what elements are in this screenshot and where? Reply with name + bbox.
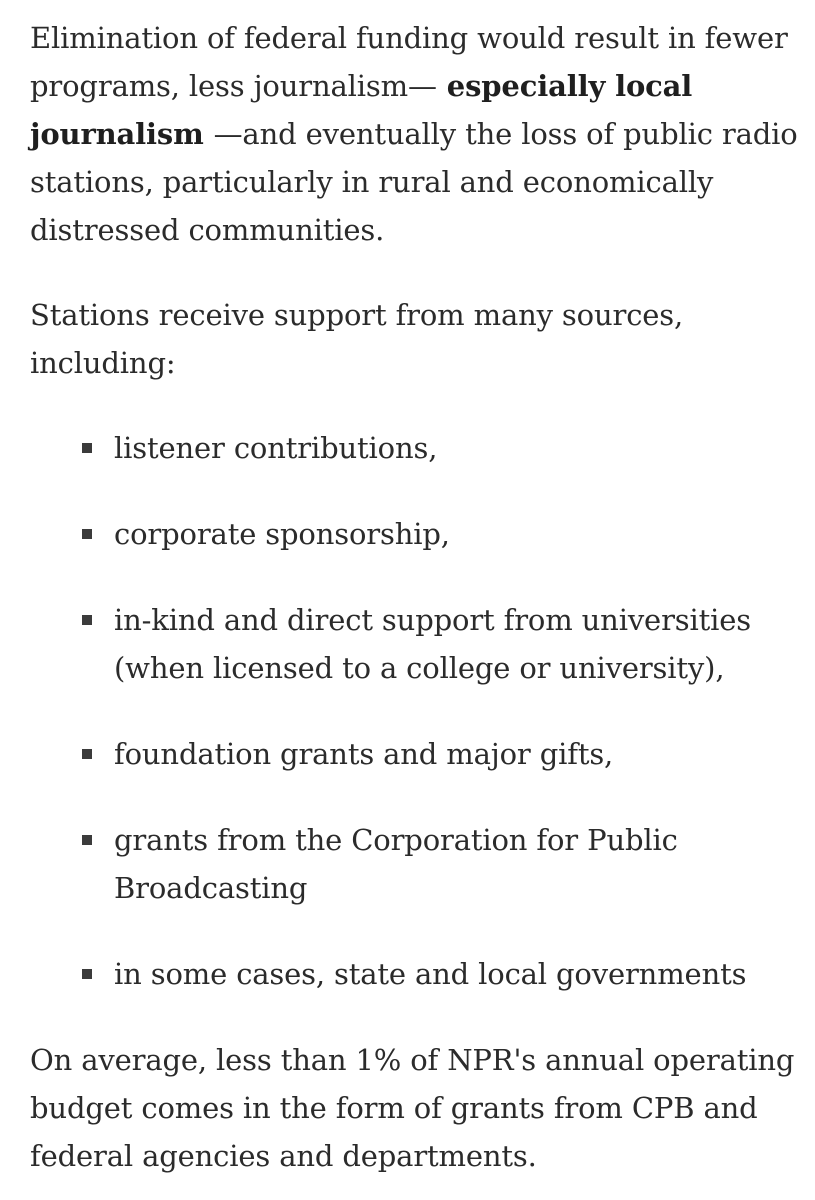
square-bullet-icon [82, 443, 92, 453]
list-item-text: listener contributions, [114, 431, 438, 465]
square-bullet-icon [82, 615, 92, 625]
list-item [30, 950, 800, 998]
support-sources-list [30, 424, 800, 998]
square-bullet-icon [82, 529, 92, 539]
funding-paragraph [30, 14, 800, 254]
funding-text-start: Elimination of federal funding would result in fewer programs, less journalism— [30, 21, 788, 103]
square-bullet-icon [82, 749, 92, 759]
list-item [30, 510, 800, 558]
list-item-text: foundation grants and major gifts, [114, 737, 614, 771]
square-bullet-icon [82, 969, 92, 979]
list-item-text: in some cases, state and local governments [114, 957, 747, 991]
list-item [30, 730, 800, 778]
emphasis-local-journalism: especially local journalism [30, 69, 693, 151]
list-item [30, 596, 800, 692]
funding-text-end: —and eventually the loss of public radio stations, particularly in rural and economically distressed communities. [30, 117, 798, 247]
list-item-text: in-kind and direct support from universities (when licensed to a college or university), [114, 603, 752, 685]
list-item-text: grants from the Corporation for Public Broadcasting [114, 823, 678, 905]
article-body [30, 14, 800, 1180]
sources-intro-paragraph: Stations receive support from many sources, including: [30, 298, 684, 380]
square-bullet-icon [82, 835, 92, 845]
list-item-text: corporate sponsorship, [114, 517, 450, 551]
list-item [30, 816, 800, 912]
closing-paragraph: On average, less than 1% of NPR's annual operating budget comes in the form of grants from CPB and federal agencies and departments. [30, 1043, 795, 1173]
list-item [30, 424, 800, 472]
